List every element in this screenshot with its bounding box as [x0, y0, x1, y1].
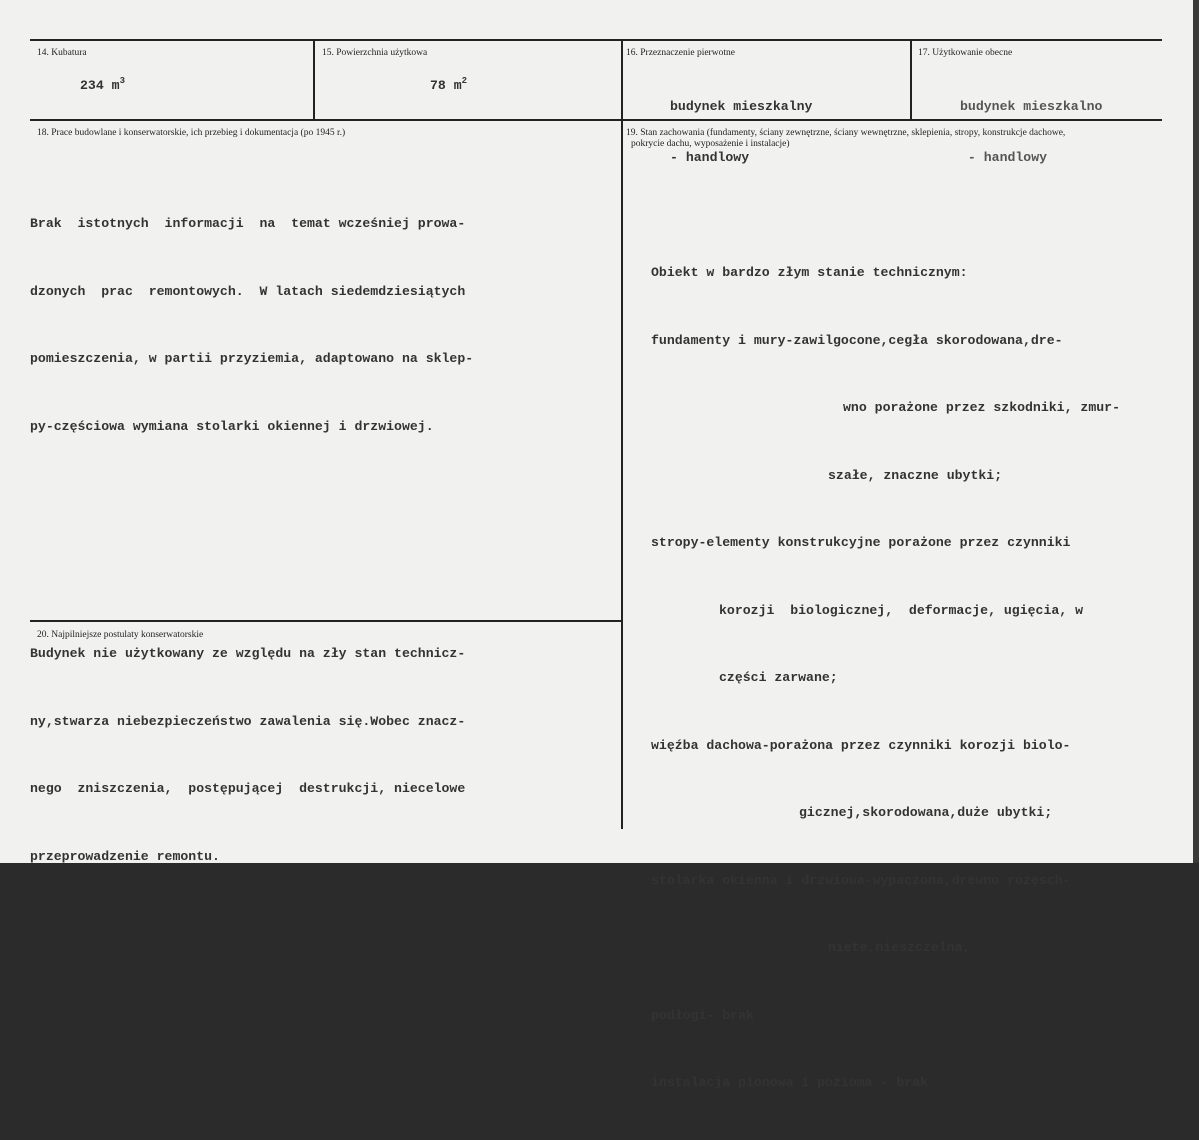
field-19-line-11: nięte,nieszczelna,: [828, 940, 971, 955]
col-rule-3: [910, 39, 912, 120]
field-14-value: [80, 75, 125, 98]
field-19-text: [651, 217, 1120, 1140]
field-17-line-1: budynek mieszkalno: [960, 99, 1103, 114]
field-15-label: 15. Powierzchnia użytkowa: [322, 48, 428, 58]
field-18-label: 18. Prace budowlane i konserwatorskie, ich przebieg i dokumentacja (po 1945 r.): [37, 128, 346, 138]
field-20-line-1: Budynek nie użytkowany ze względu na zły stan technicz-: [30, 646, 466, 661]
field-19-line-12: podłogi- brak: [651, 1007, 754, 1023]
field-20-text: [30, 598, 465, 913]
field-15-value: [430, 75, 467, 98]
field-16-line-2: - handlowy: [670, 150, 750, 165]
scan-edge: [1193, 0, 1199, 863]
field-17-label: 17. Użytkowanie obecne: [918, 48, 1013, 58]
field-14-number: 234 m: [80, 78, 120, 93]
col-rule-1: [313, 39, 315, 120]
field-18-text: [30, 168, 473, 483]
field-16-label: 16. Przeznaczenie pierwotne: [626, 48, 735, 58]
field-19-line-13: instalacja pionowa i pozioma - brak: [651, 1075, 928, 1090]
field-19-line-5: stropy-elementy konstrukcyjne porażone przez czynniki: [651, 535, 1071, 550]
field-18-line-3: pomieszczenia, w partii przyziemia, adaptowano na sklep-: [30, 351, 474, 366]
field-16-line-1: budynek mieszkalny: [670, 99, 813, 114]
field-19-line-8: więźba dachowa-porażona przez czynniki korozji biolo-: [651, 737, 1071, 753]
field-14-label: 14. Kubatura: [37, 48, 87, 58]
field-19-label-line-1: 19. Stan zachowania (fundamenty, ściany zewnętrzne, ściany wewnętrzne, sklepienia, stropy, konstrukcje dachowe,: [626, 128, 1066, 138]
field-19-line-4: szałe, znaczne ubytki;: [828, 467, 1003, 483]
field-15-number: 78 m: [430, 78, 462, 93]
col-rule-2: [621, 39, 623, 829]
field-17-line-2: - handlowy: [960, 150, 1048, 165]
field-15-superscript: 2: [461, 76, 468, 86]
field-19-line-2: fundamenty i mury-zawilgocone,cegła skorodowana,dre-: [651, 332, 1063, 348]
field-19-line-6: korozji biologicznej, deformacje, ugięcia, w: [719, 602, 1084, 618]
field-18-line-4: py-częściowa wymiana stolarki okiennej i drzwiowej.: [30, 418, 434, 434]
field-20-label: 20. Najpilniejsze postulaty konserwatorskie: [37, 630, 204, 640]
field-20-line-2: ny,stwarza niebezpieczeństwo zawalenia się.Wobec znacz-: [30, 713, 466, 729]
field-18-line-2: dzonych prac remontowych. W latach siedemdziesiątych: [30, 283, 466, 299]
field-19-line-10: stolarka okienna i drzwiowa-wypaczona,drewno rozęsch-: [651, 872, 1071, 888]
top-rule: [30, 39, 1162, 41]
field-20-line-3: nego zniszczenia, postępującej destrukcji, niecelowe: [30, 781, 466, 796]
field-18-line-1: Brak istotnych informacji na temat wcześniej prowa-: [30, 216, 466, 231]
field-19-line-7: części zarwane;: [719, 670, 838, 685]
field-19-line-3: wno porażone przez szkodniki, zmur-: [843, 400, 1120, 415]
field-19-line-1: Obiekt w bardzo złym stanie technicznym:: [651, 265, 968, 280]
field-19-label: [626, 128, 1166, 150]
field-19-line-9: gicznej,skorodowana,duże ubytki;: [799, 805, 1053, 820]
field-14-superscript: 3: [119, 76, 125, 86]
field-19-label-line-2: pokrycie dachu, wyposażenie i instalacje): [631, 139, 790, 149]
field-20-line-4: przeprowadzenie remontu.: [30, 848, 220, 864]
